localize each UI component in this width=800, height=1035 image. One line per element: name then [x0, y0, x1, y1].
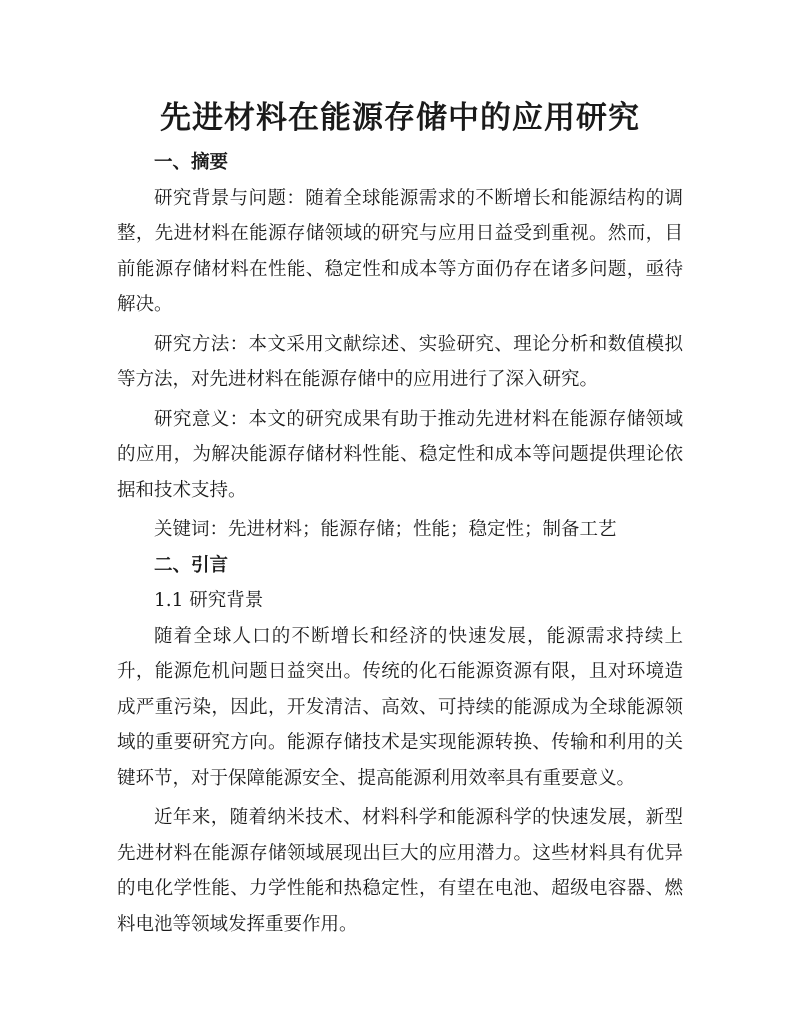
intro-paragraph-1: 随着全球人口的不断增长和经济的快速发展，能源需求持续上升，能源危机问题日益突出。传统的化石能源资源有限，且对环境造成严重污染，因此，开发清洁、高效、可持续的能源成为全球能源领域的重要研究方向。能源存储技术是实现能源转换、传输和利用的关键环节，对于保障能源安全、提高能源利用效率具有重要意义。	[117, 625, 683, 789]
keywords-line: 关键词：先进材料；能源存储；性能；稳定性；制备工艺	[154, 519, 617, 540]
introduction-heading: 二、引言	[154, 554, 229, 576]
document-body	[117, 145, 683, 942]
abstract-method-paragraph: 研究方法：本文采用文献综述、实验研究、理论分析和数值模拟等方法，对先进材料在能源存储中的应用进行了深入研究。	[117, 333, 683, 390]
section-heading-1-1: 1.1 研究背景	[154, 590, 264, 611]
abstract-background-paragraph: 研究背景与问题：随着全球能源需求的不断增长和能源结构的调整，先进材料在能源存储领域的研究与应用日益受到重视。然而，目前能源存储材料在性能、稳定性和成本等方面仍存在诸多问题，亟待解决。	[117, 187, 683, 315]
abstract-heading: 一、摘要	[154, 152, 229, 173]
abstract-significance-paragraph: 研究意义：本文的研究成果有助于推动先进材料在能源存储领域的应用，为解决能源存储材料性能、稳定性和成本等问题提供理论依据和技术支持。	[117, 408, 683, 501]
page-title: 先进材料在能源存储中的应用研究	[160, 100, 640, 136]
intro-paragraph-2: 近年来，随着纳米技术、材料科学和能源科学的快速发展，新型先进材料在能源存储领域展现出巨大的应用潜力。这些材料具有优异的电化学性能、力学性能和热稳定性，有望在电池、超级电容器、燃料电池等领域发挥重要作用。	[117, 807, 683, 935]
